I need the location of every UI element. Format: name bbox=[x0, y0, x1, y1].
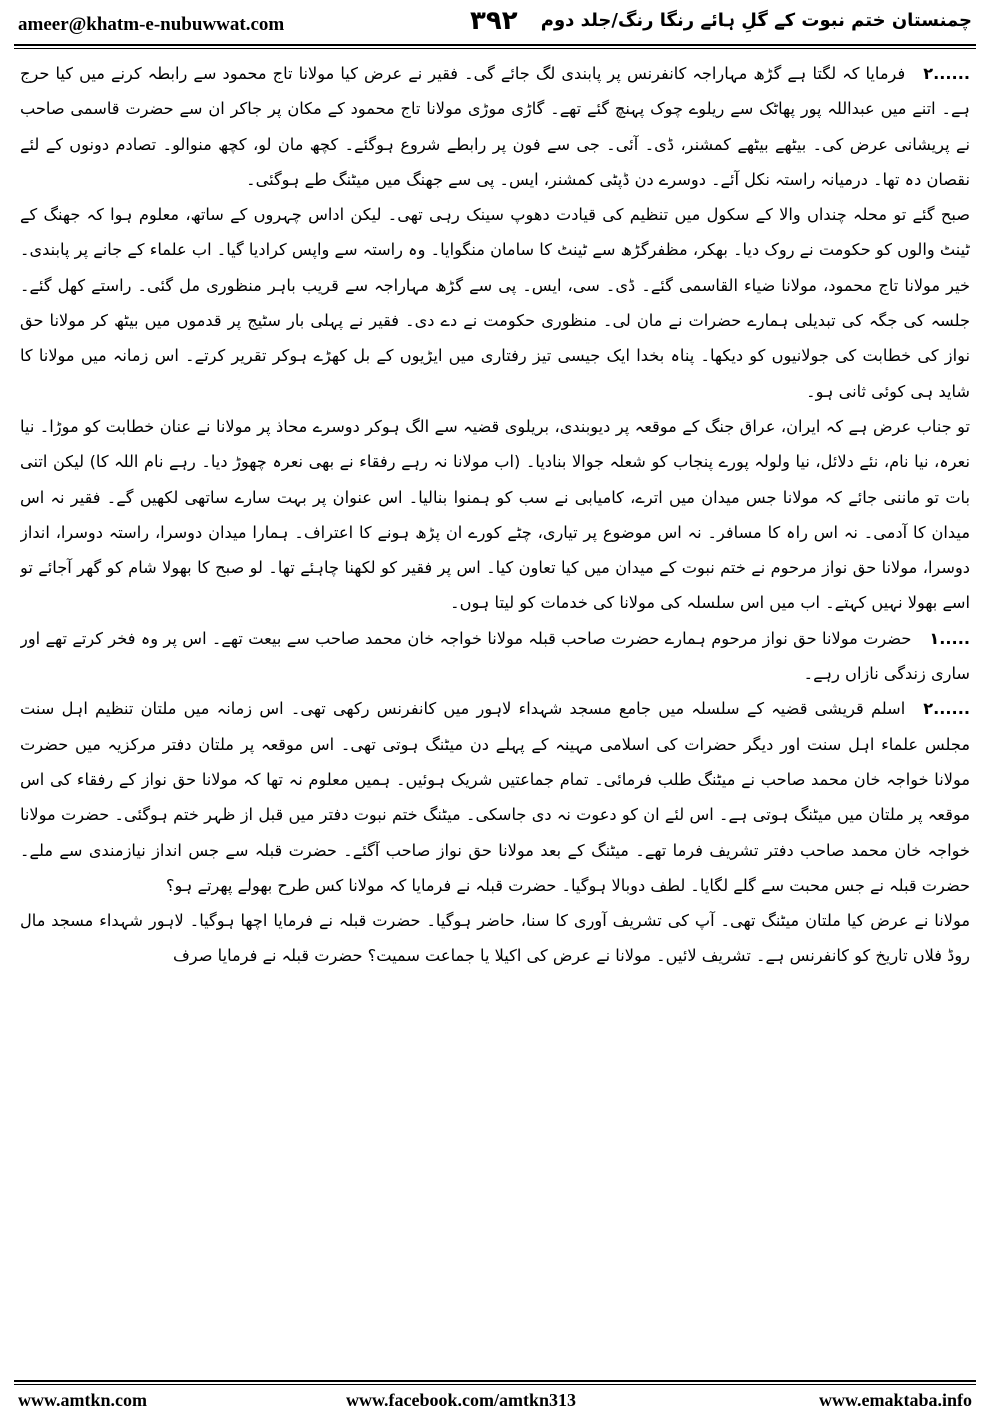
paragraph bbox=[20, 691, 970, 903]
paragraph bbox=[20, 56, 970, 197]
paragraph bbox=[20, 197, 970, 409]
paragraph-text: اسلم قریشی قضیہ کے سلسلہ میں جامع مسجد شہداء لاہور میں کانفرنس رکھی تھی۔ اس زمانہ میں ملتان تنظیم اہل سنت مجلس علماء اہل سنت اور دیگر حضرات کی اسلامی مہینہ کے پہلے دن میٹنگ ہوتی تھی۔ اس موقعہ پر ملتان دفتر مرکزیہ میں حضرت مولانا خواجہ خان محمد صاحب نے میٹنگ طلب فرمائی۔ تمام جماعتیں شریک ہوئیں۔ ہمیں معلوم نہ تھا کہ مولانا حق نواز کے رفقاء کی اس موقعہ پر ملتان میں میٹنگ ہوتی ہے۔ اس لئے ان کو دعوت نہ دی جاسکی۔ میٹنگ ختم نبوت دفتر میں قبل از ظہر ختم ہوگئی۔ حضرت مولانا خواجہ خان محمد صاحب دفتر تشریف فرما تھے۔ میٹنگ کے بعد مولانا حق نواز صاحب آگئے۔ حضرت قبلہ سے جس انداز نیازمندی سے ملے۔ حضرت قبلہ نے جس محبت سے گلے لگایا۔ لطف دوبالا ہوگیا۔ حضرت قبلہ نے فرمایا کہ مولانا کس طرح بھولے پھرتے ہو؟ bbox=[20, 699, 970, 895]
paragraph-text: صبح گئے تو محلہ چنداں والا کے سکول میں تنظیم کی قیادت دھوپ سینک رہی تھی۔ لیکن اداس چہروں کے ساتھ، معلوم ہوا کہ جھنگ کے ٹینٹ والوں کو حکومت نے روک دیا۔ بھکر، مظفرگڑھ سے ٹینٹ کا سامان منگوایا۔ وہ راستہ سے واپس کرادیا گیا۔ اب علماء کے جانے پر پابندی۔ خیر مولانا تاج محمود، مولانا ضیاء القاسمی گئے۔ ڈی۔ سی، ایس۔ پی سے گڑھ مہاراجہ سے قریب باہر منظوری مل گئی۔ راستے کھل گئے۔ جلسہ کی جگہ کی تبدیلی ہمارے حضرات نے مان لی۔ منظوری حکومت نے دے دی۔ فقیر نے پہلی بار سٹیج پر قدموں میں بیٹھ کر مولانا حق نواز کی خطابت کی جولانیوں کو دیکھا۔ پناہ بخدا ایک جیسی تیز رفتاری میں ایڑیوں کے بل کھڑے ہوکر تقریر کرتے۔ اس زمانہ میں مولانا کا شاید ہی کوئی ثانی ہو۔ bbox=[20, 205, 970, 401]
book-title: چمنستان ختم نبوت کے گلِ ہائے رنگا رنگ/جلد دوم bbox=[540, 10, 972, 31]
footer-rule bbox=[14, 1380, 976, 1382]
paragraph-text: فرمایا کہ لگتا ہے گڑھ مہاراجہ کانفرنس پر پابندی لگ جائے گی۔ فقیر نے عرض کیا مولانا تاج محمود سے رابطہ کرنے میں کیا حرج ہے۔ اتنے میں عبداللہ پور پھاٹک سے ریلوے چوک پہنچ گئے تھے۔ گاڑی موڑی مولانا تاج محمود کے مکان پر جاکر ان سے حضرت قاسمی صاحب نے پریشانی عرض کی۔ بیٹھے بیٹھے کمشنر، ڈی۔ آئی۔ جی سے فون پر رابطے شروع ہوگئے۔ کچھ مان لو، کچھ منوالو۔ تصادم دونوں کے لئے نقصان دہ تھا۔ درمیانہ راستہ نکل آئے۔ دوسرے دن ڈپٹی کمشنر، ایس۔ پی سے جھنگ میں میٹنگ طے ہوگئی۔ bbox=[20, 64, 970, 189]
header-email: ameer@khatm-e-nubuwwat.com bbox=[18, 14, 285, 35]
paragraph bbox=[20, 903, 970, 974]
paragraph bbox=[20, 621, 970, 692]
footer-link-facebook[interactable]: www.facebook.com/amtkn313 bbox=[346, 1390, 576, 1410]
paragraph bbox=[20, 409, 970, 621]
paragraph-text: تو جناب عرض ہے کہ ایران، عراق جنگ کے موقعہ پر دیوبندی، بریلوی قضیہ سے الگ ہوکر دوسرے محاذ پر مولانا نے عنان خطابت کو موڑا۔ نیا نعرہ، نیا نام، نئے دلائل، نیا ولولہ پورے پنجاب کو شعلہ جوالا بنادیا۔ (اب مولانا نہ رہے رفقاء نے بھی نعرہ چھوڑ دیا۔ رہے نام اللہ کا) لیکن اتنی بات تو ماننی جائے کہ مولانا جس میدان میں اترے، کامیابی نے سب کو ہمنوا بنالیا۔ اس عنوان پر بہت سارے ساتھی لکھیں گے۔ فقیر نہ اس میدان کا آدمی۔ نہ اس راہ کا مسافر۔ نہ اس موضوع پر تیاری، چٹے کورے ان پڑھ ہونے کا اعتراف۔ ہمارا میدان دوسرا، راستہ دوسرا، انداز دوسرا، مولانا حق نواز مرحوم نے ختم نبوت کے میدان میں کیا تعاون کیا۔ اس پر فقیر کو لکھنا چاہئے تھا۔ لو صبح کا بھولا شام کو گھر آجائے تو اسے بھولا نہیں کہتے۔ اب میں اس سلسلہ کی مولانا کی خدمات کو لیتا ہوں۔ bbox=[20, 416, 970, 613]
footer-rule-thin bbox=[14, 1384, 976, 1385]
paragraph-number: ۱..... bbox=[929, 628, 970, 648]
paragraph-number: ۲...... bbox=[923, 699, 970, 719]
header-rule bbox=[14, 44, 976, 46]
page-body bbox=[20, 56, 970, 1374]
paragraph-text: حضرت مولانا حق نواز مرحوم ہمارے حضرت صاحب قبلہ مولانا خواجہ خان محمد صاحب سے بیعت تھے۔ اس پر وہ فخر کرتے تھے اور ساری زندگی نازاں رہے۔ bbox=[20, 628, 970, 684]
paragraph-text: مولانا نے عرض کیا ملتان میٹنگ تھی۔ آپ کی تشریف آوری کا سنا، حاضر ہوگیا۔ حضرت قبلہ نے فرمایا اچھا ہوگیا۔ لاہور شہداء مسجد مال روڈ فلاں تاریخ کو کانفرنس ہے۔ تشریف لائیں۔ مولانا نے عرض کی اکیلا یا جماعت سمیت؟ حضرت قبلہ نے فرمایا صرف bbox=[20, 911, 970, 966]
page-footer bbox=[18, 1388, 972, 1416]
page-number: ۳۹۲ bbox=[470, 6, 518, 36]
header-rule-thin bbox=[14, 48, 976, 49]
footer-link-emaktaba[interactable]: www.emaktaba.info bbox=[818, 1390, 972, 1410]
footer-link-amtkn[interactable]: www.amtkn.com bbox=[18, 1390, 147, 1410]
page-header bbox=[18, 4, 972, 42]
paragraph-number: ۲...... bbox=[923, 64, 970, 83]
